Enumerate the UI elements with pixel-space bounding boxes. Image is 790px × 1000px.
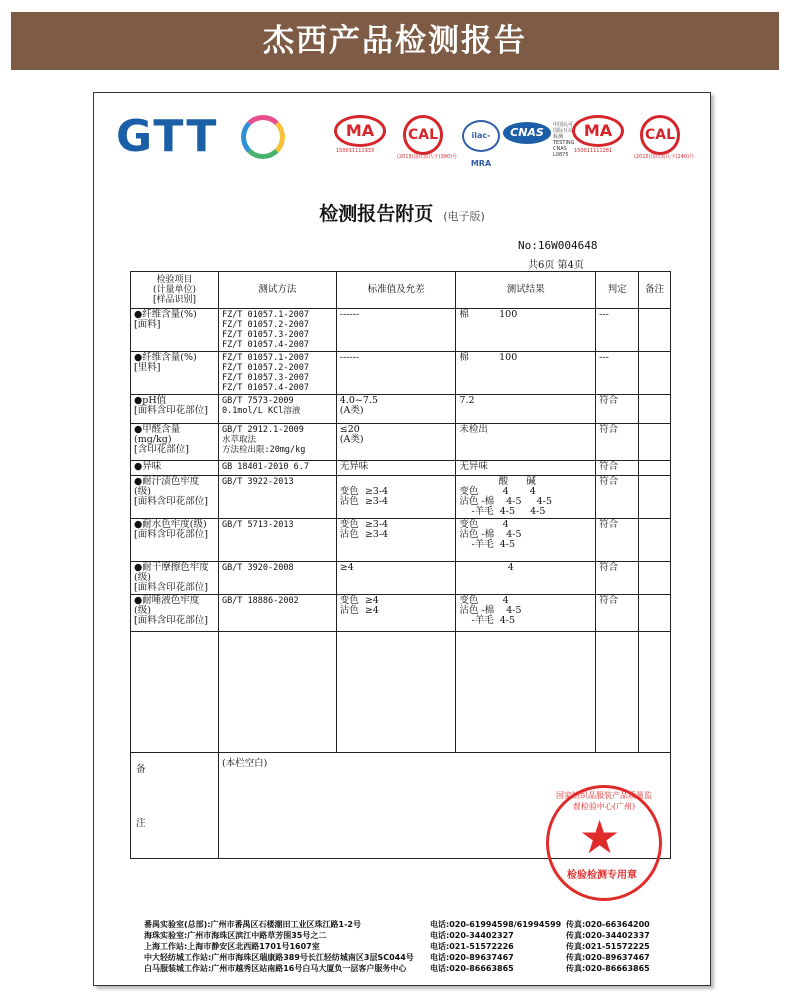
footer-row [144, 941, 664, 952]
footer-phone: 电话:020-61994598/61994599 [430, 920, 562, 929]
row-result: 未检出 [456, 424, 596, 461]
row-method: GB/T 5713-2013 [218, 519, 336, 562]
row-item: ●异味 [131, 461, 219, 476]
cal-caption-2: (2015)国认监认字(240)号 [634, 154, 695, 160]
row-item: ●纤维含量(%) [面料] [131, 309, 219, 352]
row-note [639, 424, 671, 461]
row-note [639, 519, 671, 562]
page-count: 共6页 第4页 [528, 260, 584, 271]
row-note [639, 352, 671, 395]
footer-fax: 传真:020-34402337 [566, 931, 650, 940]
row-standard: 4.0~7.5 (A类) [336, 395, 456, 424]
row-verdict: 符合 [596, 562, 639, 595]
gtt-logo: GTT [116, 111, 219, 162]
col-header-verdict: 判定 [596, 272, 639, 309]
report-subtitle: (电子版) [443, 210, 485, 223]
row-item: ●甲醛含量 (mg/kg) [含印花部位] [131, 424, 219, 461]
col-header-method: 测试方法 [218, 272, 336, 309]
cma-caption-1: 150011111933 [336, 148, 375, 154]
stamp-arc-text: 国家纺织品服装产品质量监督检验中心(广州) [556, 791, 652, 811]
ilac-badge [462, 120, 500, 168]
row-item: ●纤维含量(%) [里料] [131, 352, 219, 395]
table-row [131, 519, 671, 562]
row-result: 变色 4 沾色 -棉 4-5 -羊毛 4-5 [456, 519, 596, 562]
row-verdict: 符合 [596, 395, 639, 424]
cma-icon: MA [572, 115, 624, 147]
cal-icon: CAL [640, 115, 680, 155]
report-title [94, 199, 710, 226]
table-row [131, 424, 671, 461]
table-row [131, 309, 671, 352]
row-standard: ------ [336, 309, 456, 352]
row-standard: ≥4 [336, 562, 456, 595]
row-verdict: --- [596, 352, 639, 395]
row-method: GB/T 3922-2013 [218, 476, 336, 519]
row-item: ●耐汗渍色牢度 (级) [面料含印花部位] [131, 476, 219, 519]
official-stamp [546, 785, 662, 901]
cal-caption-1: (2015)国认监认字(390)号 [397, 154, 458, 160]
row-verdict: 符合 [596, 461, 639, 476]
footer-phone: 电话:020-86663865 [430, 964, 514, 973]
row-method: GB/T 18886-2002 [218, 595, 336, 632]
footer-phone: 电话:021-51572226 [430, 942, 514, 951]
results-table [130, 271, 671, 859]
row-note [639, 309, 671, 352]
footer-phone: 电话:020-89637467 [430, 953, 514, 962]
row-item: ●耐水色牢度(级) [面料含印花部位] [131, 519, 219, 562]
report-number: No:16W004648 [518, 239, 598, 252]
row-standard: ≤20 (A类) [336, 424, 456, 461]
report-page [93, 92, 711, 986]
cma-icon: MA [334, 115, 386, 147]
row-method: GB/T 3920-2008 [218, 562, 336, 595]
footer-fax: 传真:021-51572225 [566, 942, 650, 951]
table-row [131, 562, 671, 595]
table-header-row [131, 272, 671, 309]
row-result: 棉 100 [456, 352, 596, 395]
row-verdict: --- [596, 309, 639, 352]
col-header-note: 备注 [639, 272, 671, 309]
row-method: GB/T 2912.1-2009 水萃取法 方法检出限:20mg/kg [218, 424, 336, 461]
cnas-badge [503, 122, 575, 158]
remark-label-top: 备 [136, 764, 146, 775]
row-verdict: 符合 [596, 476, 639, 519]
row-verdict: 符合 [596, 519, 639, 562]
star-icon: ★ [579, 810, 621, 864]
row-standard: 变色 ≥3-4 沾色 ≥3-4 [336, 519, 456, 562]
row-verdict: 符合 [596, 424, 639, 461]
row-result: 棉 100 [456, 309, 596, 352]
footer-address: 中大轻纺城工作站:广州市海珠区瑞康路389号长江轻纺城南区3层SC044号 [144, 953, 414, 962]
ilac-mra-icon: ilac-MRA [462, 120, 500, 152]
row-result: 7.2 [456, 395, 596, 424]
table-row [131, 395, 671, 424]
footer-row [144, 919, 664, 930]
row-standard: 无异味 [336, 461, 456, 476]
blank-row [131, 632, 671, 753]
logo-ring-icon [241, 115, 285, 159]
remark-text: (本栏空白) [218, 753, 670, 859]
cma-badge-1 [334, 115, 386, 154]
row-note [639, 476, 671, 519]
stamp-label: 检验检测专用章 [567, 870, 637, 881]
row-result: 4 [456, 562, 596, 595]
remark-label-bottom: 注 [136, 818, 146, 829]
footer-row [144, 952, 664, 963]
cma-caption-2: 150011111281 [574, 148, 613, 154]
footer-address: 白马服装城工作站:广州市越秀区站南路16号白马大厦负一层客户服务中心 [144, 964, 407, 973]
footer-row [144, 930, 664, 941]
table-row [131, 595, 671, 632]
col-header-item: 检验项目 (计量单位) [样品识别] [131, 272, 219, 309]
row-result: 酸 碱 变色 4 4 沾色 -棉 4-5 4-5 -羊毛 4-5 4-5 [456, 476, 596, 519]
row-result: 变色 4 沾色 -棉 4-5 -羊毛 4-5 [456, 595, 596, 632]
footer-fax: 传真:020-66364200 [566, 920, 650, 929]
row-item: ●耐干摩擦色牢度 (级) [面料含印花部位] [131, 562, 219, 595]
row-method: GB 18401-2010 6.7 [218, 461, 336, 476]
row-standard: 变色 ≥4 沾色 ≥4 [336, 595, 456, 632]
footer-phone: 电话:020-34402327 [430, 931, 514, 940]
row-standard: ------ [336, 352, 456, 395]
row-result: 无异味 [456, 461, 596, 476]
footer-fax: 传真:020-86663865 [566, 964, 650, 973]
cnas-caption: 中国认可 国际互认 检测 TESTING CNAS L0875 [553, 122, 575, 158]
row-method: GB/T 7573-2009 0.1mol/L KCl溶液 [218, 395, 336, 424]
footer-address: 上海工作站:上海市静安区北西路1701号1607室 [144, 942, 320, 951]
remark-label-cell [131, 753, 219, 859]
cnas-icon: CNAS [503, 122, 551, 144]
table-row [131, 352, 671, 395]
row-method: FZ/T 01057.1-2007 FZ/T 01057.2-2007 FZ/T 01057.3-2007 FZ/T 01057.4-2007 [218, 309, 336, 352]
footer-address: 海珠实验室:广州市海珠区滨江中路草芳围35号之二 [144, 931, 327, 940]
cal-badge-2 [634, 115, 695, 160]
table-row [131, 476, 671, 519]
row-item: ●pH值 [面料含印花部位] [131, 395, 219, 424]
table-row [131, 461, 671, 476]
row-note [639, 595, 671, 632]
row-verdict: 符合 [596, 595, 639, 632]
row-method: FZ/T 01057.1-2007 FZ/T 01057.2-2007 FZ/T 01057.3-2007 FZ/T 01057.4-2007 [218, 352, 336, 395]
cma-badge-2 [572, 115, 624, 154]
page-banner: 杰西产品检测报告 [11, 12, 779, 70]
footer-contacts [144, 919, 664, 974]
footer-fax: 传真:020-89637467 [566, 953, 650, 962]
row-note [639, 562, 671, 595]
row-note [639, 461, 671, 476]
cal-badge-1 [397, 115, 458, 160]
footer-address: 番禺实验室(总部):广州市番禺区石楼潮田工业区珠江路1-2号 [144, 920, 361, 929]
report-title-text: 检测报告附页 [319, 203, 434, 225]
row-item: ●耐唾液色牢度 (级) [面料含印花部位] [131, 595, 219, 632]
col-header-standard: 标准值及允差 [336, 272, 456, 309]
row-note [639, 395, 671, 424]
cal-icon: CAL [403, 115, 443, 155]
footer-row [144, 963, 664, 974]
col-header-result: 测试结果 [456, 272, 596, 309]
row-standard: 变色 ≥3-4 沾色 ≥3-4 [336, 476, 456, 519]
